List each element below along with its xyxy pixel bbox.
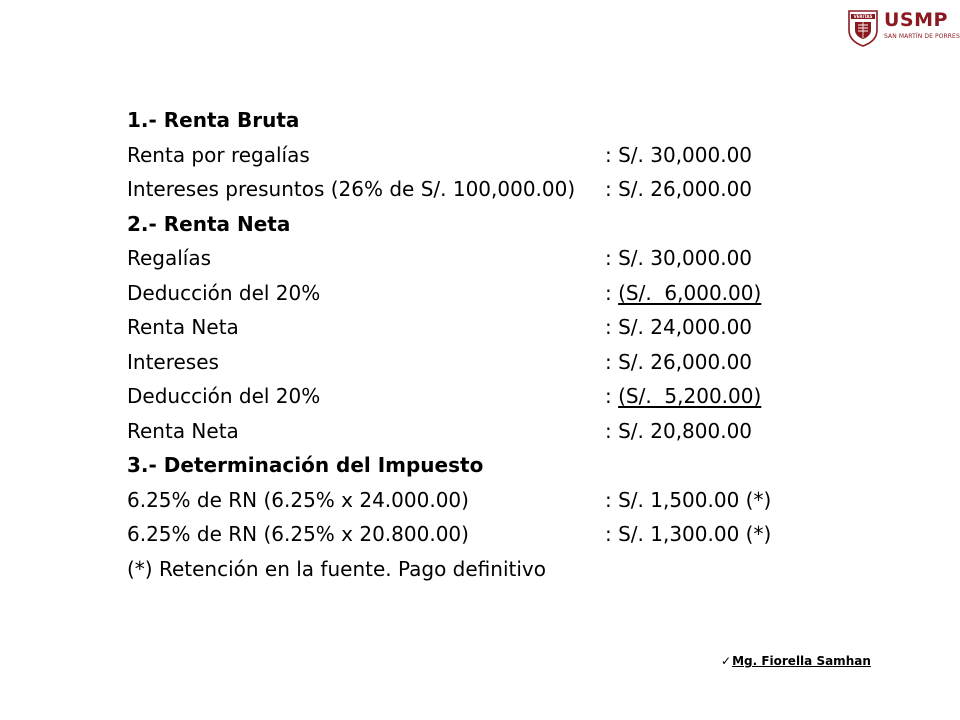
section-heading: [127, 448, 575, 483]
line-item: [127, 172, 753, 207]
line-value: [605, 379, 761, 414]
line-value: : S/. 30,000.00: [605, 142, 753, 167]
line-item: [127, 138, 753, 173]
signature-name: Mg. Fiorella Samhan: [732, 654, 871, 668]
line-label: Intereses: [127, 349, 219, 374]
line-item: [127, 310, 753, 345]
line-label: 6.25% de RN (6.25% x 20.800.00): [127, 522, 469, 546]
line-value: : S/. 26,000.00: [605, 177, 753, 201]
line-label: Deducción del 20%: [127, 384, 321, 408]
line-item: [127, 552, 575, 587]
line-label: Regalías: [127, 246, 212, 270]
line-item: [127, 241, 753, 276]
line-label: 3.- Determinación del Impuesto: [127, 453, 484, 477]
line-label: (*) Retención en la fuente. Pago definitivo: [127, 556, 546, 581]
value-prefix: :: [605, 280, 619, 305]
line-item: [127, 414, 753, 449]
line-value: [605, 276, 761, 311]
value-prefix: :: [605, 384, 619, 408]
calculation-block: [127, 103, 772, 586]
line-label: Deducción del 20%: [127, 280, 321, 305]
line-item: [127, 517, 772, 552]
shield-icon: [846, 8, 880, 48]
value-underlined: (S/. 6,000.00): [618, 280, 762, 305]
logo-subtitle: SAN MARTÍN DE PORRES: [884, 33, 960, 40]
line-value: : S/. 26,000.00: [605, 349, 753, 374]
line-value: : S/. 30,000.00: [605, 246, 753, 270]
section-heading: [127, 207, 575, 242]
line-item: [127, 379, 762, 414]
usmp-logo: [846, 8, 960, 48]
line-value: : S/. 24,000.00: [605, 315, 753, 339]
checkmark-icon: ✓: [721, 654, 732, 668]
line-item: [127, 345, 753, 380]
value-underlined: (S/. 5,200.00): [618, 384, 762, 408]
svg-text:VERITAS: VERITAS: [853, 14, 873, 20]
line-item: [127, 483, 772, 518]
section-heading: [127, 103, 575, 138]
line-value: : S/. 1,500.00 (*): [605, 487, 772, 512]
line-value: : S/. 20,800.00: [605, 418, 753, 443]
line-item: [127, 276, 762, 311]
line-label: 2.- Renta Neta: [127, 211, 291, 236]
line-value: : S/. 1,300.00 (*): [605, 522, 772, 546]
signature: [721, 654, 871, 668]
line-label: Intereses presuntos (26% de S/. 100,000.00): [127, 177, 576, 201]
line-label: 6.25% de RN (6.25% x 24.000.00): [127, 487, 469, 512]
line-label: Renta Neta: [127, 315, 239, 339]
line-label: Renta por regalías: [127, 142, 310, 167]
line-label: 1.- Renta Bruta: [127, 108, 300, 132]
line-label: Renta Neta: [127, 418, 239, 443]
logo-wordmark: USMP: [884, 9, 948, 31]
